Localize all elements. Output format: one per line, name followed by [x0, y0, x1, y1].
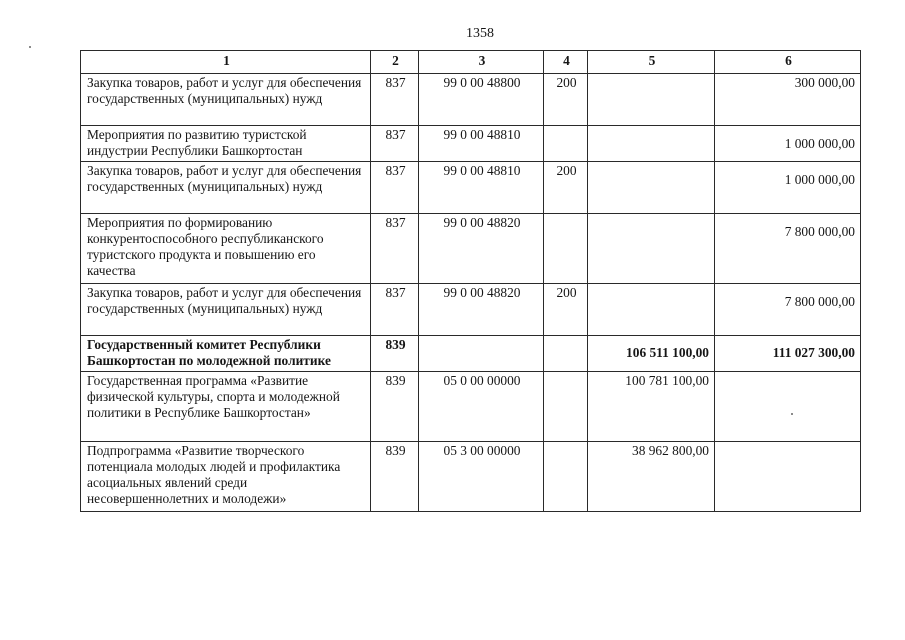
cell-name: Подпрограмма «Развитие творческого потенциала молодых людей и профилактика асоциальных явлений среди несовершеннолетних и молодежи» — [81, 442, 371, 512]
cell-amount-6: 111 027 300,00 — [715, 336, 861, 372]
table-row — [81, 284, 861, 336]
cell-amount-5 — [588, 284, 715, 336]
cell-amount-6 — [715, 372, 861, 442]
cell-expense-type — [544, 442, 588, 512]
table-row — [81, 162, 861, 214]
table-row — [81, 74, 861, 126]
cell-ministry-code: 839 — [371, 336, 419, 372]
cell-name: Мероприятия по формированию конкурентоспособного республиканского туристского продукта и повышению его качества — [81, 214, 371, 284]
cell-amount-5 — [588, 214, 715, 284]
cell-name: Государственная программа «Развитие физической культуры, спорта и молодежной политики в Республике Башкортостан» — [81, 372, 371, 442]
cell-target-code: 99 0 00 48810 — [419, 126, 544, 162]
cell-ministry-code: 837 — [371, 214, 419, 284]
cell-expense-type — [544, 126, 588, 162]
cell-ministry-code: 839 — [371, 372, 419, 442]
header-col-2: 2 — [371, 51, 419, 74]
cell-amount-5 — [588, 162, 715, 214]
cell-expense-type: 200 — [544, 74, 588, 126]
cell-ministry-code: 839 — [371, 442, 419, 512]
table-row — [81, 372, 861, 442]
cell-ministry-code: 837 — [371, 126, 419, 162]
header-col-4: 4 — [544, 51, 588, 74]
cell-ministry-code: 837 — [371, 284, 419, 336]
cell-expense-type — [544, 336, 588, 372]
cell-ministry-code: 837 — [371, 162, 419, 214]
cell-target-code: 99 0 00 48800 — [419, 74, 544, 126]
header-col-5: 5 — [588, 51, 715, 74]
cell-amount-5: 38 962 800,00 — [588, 442, 715, 512]
header-col-3: 3 — [419, 51, 544, 74]
table-row — [81, 442, 861, 512]
cell-name: Закупка товаров, работ и услуг для обеспечения государственных (муниципальных) нужд — [81, 162, 371, 214]
cell-target-code: 05 0 00 00000 — [419, 372, 544, 442]
cell-expense-type: 200 — [544, 162, 588, 214]
cell-name: Государственный комитет Республики Башкортостан по молодежной политике — [81, 336, 371, 372]
cell-ministry-code: 837 — [371, 74, 419, 126]
cell-amount-6: 300 000,00 — [715, 74, 861, 126]
cell-amount-5: 100 781 100,00 — [588, 372, 715, 442]
header-col-6: 6 — [715, 51, 861, 74]
table-header-row — [81, 51, 861, 74]
cell-name: Мероприятия по развитию туристской индустрии Республики Башкортостан — [81, 126, 371, 162]
cell-amount-6 — [715, 442, 861, 512]
cell-expense-type — [544, 372, 588, 442]
cell-amount-5: 106 511 100,00 — [588, 336, 715, 372]
budget-table — [80, 50, 861, 512]
cell-amount-6: 7 800 000,00 — [715, 214, 861, 284]
cell-amount-6: 1 000 000,00 — [715, 126, 861, 162]
table-row — [81, 214, 861, 284]
page-number: 1358 — [466, 26, 494, 41]
cell-name: Закупка товаров, работ и услуг для обеспечения государственных (муниципальных) нужд — [81, 284, 371, 336]
cell-amount-6: 1 000 000,00 — [715, 162, 861, 214]
cell-amount-5 — [588, 126, 715, 162]
cell-expense-type — [544, 214, 588, 284]
cell-target-code: 05 3 00 00000 — [419, 442, 544, 512]
table-row — [81, 126, 861, 162]
header-col-1: 1 — [81, 51, 371, 74]
cell-target-code — [419, 336, 544, 372]
cell-name: Закупка товаров, работ и услуг для обеспечения государственных (муниципальных) нужд — [81, 74, 371, 126]
table-row-department — [81, 336, 861, 372]
cell-amount-6: 7 800 000,00 — [715, 284, 861, 336]
cell-target-code: 99 0 00 48820 — [419, 284, 544, 336]
budget-table-container — [80, 50, 865, 512]
cell-target-code: 99 0 00 48820 — [419, 214, 544, 284]
cell-amount-5 — [588, 74, 715, 126]
cell-expense-type: 200 — [544, 284, 588, 336]
cell-target-code: 99 0 00 48810 — [419, 162, 544, 214]
scan-speck — [29, 46, 31, 48]
